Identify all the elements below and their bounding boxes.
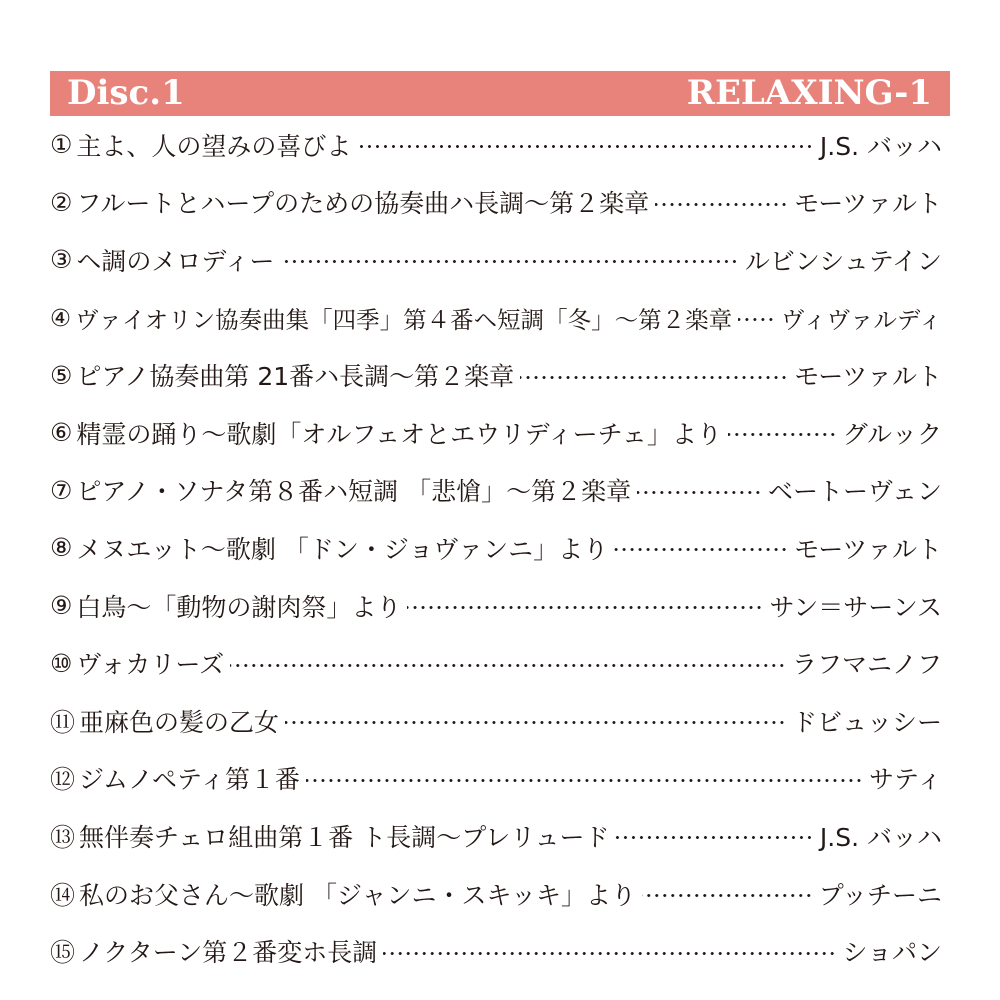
track-composer: ドビュッシー	[791, 707, 942, 737]
track-number: ⑪	[50, 707, 76, 737]
track-title: ヴォカリーズ	[76, 650, 225, 680]
dot-leader	[520, 376, 788, 379]
track-composer: J.S. バッハ	[819, 131, 942, 161]
track-composer: モーツァルト	[794, 362, 942, 392]
track-row	[50, 231, 942, 289]
track-title: フルートとハープのための協奏曲ハ長調～第２楽章	[76, 189, 650, 219]
track-title: ヘ調のメロディー	[76, 246, 275, 276]
track-row	[50, 634, 942, 692]
track-row	[50, 750, 942, 808]
track-composer: ショパン	[842, 938, 942, 968]
dot-leader	[614, 548, 788, 551]
track-composer: グルック	[842, 419, 942, 449]
track-number: ⑬	[50, 822, 76, 852]
track-composer: モーツァルト	[794, 534, 942, 564]
track-title: 亜麻色の髪の乙女	[79, 707, 280, 737]
dot-leader	[637, 491, 762, 494]
dot-leader	[615, 836, 813, 839]
track-composer: モーツァルト	[794, 189, 942, 219]
dot-leader	[306, 779, 863, 782]
track-title: メヌエット～歌劇 「ドン・ジョヴァンニ」より	[76, 534, 609, 564]
track-title: 私のお父さん～歌劇 「ジャンニ・スキッキ」より	[79, 880, 636, 910]
track-title: 無伴奏チェロ組曲第１番 ト長調～プレリュード	[79, 822, 610, 852]
track-composer: ラフマニノフ	[791, 650, 942, 680]
track-number: ⑫	[50, 765, 76, 795]
track-number: ⑭	[50, 880, 76, 910]
track-title: ピアノ・ソナタ第８番ハ短調 「悲愴」～第２楽章	[76, 477, 632, 507]
dot-leader	[728, 433, 837, 436]
track-number: ⑩	[50, 648, 73, 678]
track-row	[50, 807, 942, 865]
dot-leader	[280, 260, 738, 263]
track-number: ⑤	[50, 360, 73, 390]
track-composer: ルビンシュテイン	[744, 246, 942, 276]
track-row	[50, 577, 942, 635]
track-title: 主よ、人の望みの喜びよ	[76, 131, 352, 161]
disc-label: Disc.1	[67, 73, 185, 113]
dot-leader	[407, 606, 763, 609]
track-row	[50, 174, 942, 232]
dot-leader	[383, 952, 836, 955]
dot-leader	[642, 894, 813, 897]
track-title: ピアノ協奏曲第 21番ハ長調～第２楽章	[76, 362, 515, 392]
dot-leader	[655, 203, 788, 206]
track-row	[50, 692, 942, 750]
disc-header-bar	[50, 71, 950, 116]
track-composer: ベートーヴェン	[767, 477, 942, 507]
track-composer: J.S. バッハ	[819, 822, 942, 852]
track-number: ④	[50, 303, 72, 332]
track-composer: プッチーニ	[818, 880, 942, 910]
track-number: ⑧	[50, 533, 73, 563]
track-row	[50, 462, 942, 520]
track-row	[50, 922, 942, 980]
dot-leader	[285, 721, 786, 724]
track-row	[50, 519, 942, 577]
track-number: ②	[50, 187, 73, 217]
track-composer: ヴィヴァルディ	[781, 305, 942, 334]
track-composer: サン＝サーンス	[769, 592, 942, 622]
track-row	[50, 346, 942, 404]
track-number: ⑦	[50, 475, 73, 505]
track-number: ①	[50, 130, 73, 160]
track-title: ジムノペティ第１番	[79, 765, 301, 795]
track-row	[50, 404, 942, 462]
dot-leader	[230, 664, 786, 667]
track-number: ③	[50, 245, 73, 275]
track-number: ⑮	[50, 938, 76, 968]
track-number: ⑥	[50, 418, 73, 448]
track-title: ヴァイオリン協奏曲集「四季」第４番ヘ短調「冬」～第２楽章	[75, 305, 733, 334]
track-row	[50, 289, 942, 347]
track-title: ノクターン第２番変ホ長調	[79, 938, 378, 968]
track-title: 精霊の踊り～歌劇「オルフェオとエウリディーチェ」より	[76, 419, 722, 449]
theme-label: RELAXING-1	[686, 73, 932, 113]
track-composer: サティ	[868, 765, 942, 795]
track-title: 白鳥～「動物の謝肉祭」より	[76, 592, 402, 622]
track-number: ⑨	[50, 591, 73, 621]
dot-leader	[357, 145, 813, 148]
dot-leader	[738, 318, 775, 321]
track-row	[50, 865, 942, 923]
track-list	[50, 116, 942, 980]
track-row	[50, 116, 942, 174]
